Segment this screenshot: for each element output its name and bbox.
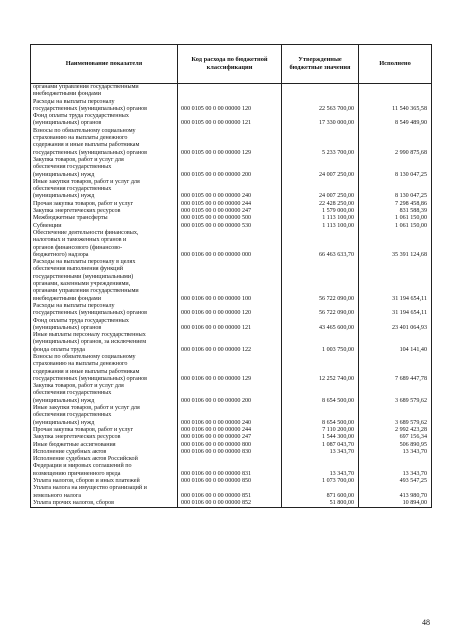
row-approved-cell: 5 233 700,00 [282,128,359,157]
table-row [31,84,432,99]
row-name-cell: Исполнение судебных актов Российской Федерации и мировых соглашений по возмещению причиненного вреда [31,456,178,478]
page-number: 48 [422,618,430,627]
row-executed-cell: 8 549 489,90 [359,113,432,128]
row-code-cell: 000 0106 00 0 00 00000 851 [178,485,282,500]
row-name-cell: Иные закупки товаров, работ и услуг для обеспечения государственных (муниципальных) нужд [31,405,178,427]
row-name-cell: Исполнение судебных актов [31,449,178,456]
row-approved-cell: 56 722 090,00 [282,303,359,318]
row-approved-cell: 22 563 700,00 [282,99,359,114]
header-approved: Утвержденные бюджетные значения [282,45,359,84]
row-code-cell: 000 0106 00 0 00 00000 800 [178,442,282,449]
header-code: Код расхода по бюджетной классификации [178,45,282,84]
row-executed-cell: 13 343,70 [359,449,432,456]
row-code-cell: 000 0106 00 0 00 00000 122 [178,332,282,354]
table-header-row [31,45,432,84]
row-name-cell: Уплата налогов, сборов и иных платежей [31,478,178,485]
row-executed-cell: 1 061 150,00 [359,223,432,230]
row-name-cell: органами управления государственными внебюджетными фондами [31,84,178,99]
row-code-cell: 000 0105 00 0 00 00000 200 [178,157,282,179]
row-approved-cell: 56 722 090,00 [282,259,359,303]
table-row [31,230,432,259]
row-approved-cell: 51 800,00 [282,500,359,508]
row-executed-cell: 31 194 654,11 [359,259,432,303]
row-executed-cell: 31 194 654,11 [359,303,432,318]
table-row [31,456,432,478]
row-approved-cell: 43 465 600,00 [282,318,359,333]
row-approved-cell: 1 113 100,00 [282,223,359,230]
table-row [31,113,432,128]
row-code-cell: 000 0106 00 0 00 00000 129 [178,354,282,383]
table-row [31,427,432,434]
row-code-cell: 000 0106 00 0 00 00000 121 [178,318,282,333]
row-name-cell: Расходы на выплаты персоналу в целях обеспечения выполнения функций государственными (муниципальными) органами, казенными учреждениями, органами управления государственными внебюджетными фондами [31,259,178,303]
row-name-cell: Взносы по обязательному социальному страхованию на выплаты денежного содержания и иные выплаты работникам государственных (муниципальных) органов [31,354,178,383]
row-code-cell: 000 0106 00 0 00 00000 830 [178,449,282,456]
row-code-cell: 000 0106 00 0 00 00000 852 [178,500,282,508]
row-approved-cell: 1 087 043,70 [282,442,359,449]
table-row [31,223,432,230]
row-approved-cell: 8 654 500,00 [282,383,359,405]
row-code-cell: 000 0105 00 0 00 00000 530 [178,223,282,230]
row-code-cell: 000 0106 00 0 00 00000 244 [178,427,282,434]
row-approved-cell: 8 654 500,00 [282,405,359,427]
row-name-cell: Уплата прочих налогов, сборов [31,500,178,508]
table-row [31,201,432,208]
row-code-cell: 000 0105 00 0 00 00000 247 [178,208,282,215]
table-row [31,500,432,508]
header-name: Наименование показателя [31,45,178,84]
row-approved-cell: 24 007 250,00 [282,179,359,201]
row-approved-cell [282,84,359,99]
table-row [31,332,432,354]
row-executed-cell: 831 588,39 [359,208,432,215]
row-executed-cell: 1 061 150,00 [359,215,432,222]
row-name-cell: Взносы по обязательному социальному страхованию на выплаты денежного содержания и иные выплаты работникам государственных (муниципальных) органов [31,128,178,157]
table-row [31,442,432,449]
row-executed-cell: 2 990 875,68 [359,128,432,157]
table-row [31,485,432,500]
row-approved-cell: 1 579 000,00 [282,208,359,215]
table-row [31,179,432,201]
row-name-cell: Расходы на выплаты персоналу государственных (муниципальных) органов [31,99,178,114]
row-code-cell: 000 0105 00 0 00 00000 240 [178,179,282,201]
row-executed-cell: 697 156,34 [359,434,432,441]
row-code-cell: 000 0105 00 0 00 00000 120 [178,99,282,114]
row-code-cell: 000 0105 00 0 00 00000 129 [178,128,282,157]
table-row [31,405,432,427]
row-approved-cell: 1 113 100,00 [282,215,359,222]
row-executed-cell: 413 980,70 [359,485,432,500]
row-approved-cell: 871 600,00 [282,485,359,500]
row-name-cell: Закупка энергетических ресурсов [31,208,178,215]
row-name-cell: Прочая закупка товаров, работ и услуг [31,427,178,434]
row-executed-cell: 3 689 579,62 [359,383,432,405]
table-row [31,157,432,179]
row-executed-cell: 493 547,25 [359,478,432,485]
row-code-cell: 000 0106 00 0 00 00000 100 [178,259,282,303]
row-name-cell: Закупка энергетических ресурсов [31,434,178,441]
row-approved-cell: 22 428 250,00 [282,201,359,208]
row-executed-cell: 2 992 423,28 [359,427,432,434]
table-row [31,354,432,383]
row-executed-cell: 7 298 458,86 [359,201,432,208]
row-executed-cell: 104 141,40 [359,332,432,354]
row-approved-cell: 12 252 740,00 [282,354,359,383]
table-row [31,434,432,441]
row-code-cell: 000 0106 00 0 00 00000 247 [178,434,282,441]
row-executed-cell: 506 890,95 [359,442,432,449]
row-executed-cell: 10 894,00 [359,500,432,508]
row-code-cell: 000 0106 00 0 00 00000 240 [178,405,282,427]
row-name-cell: Фонд оплаты труда государственных (муниципальных) органов [31,318,178,333]
row-executed-cell: 3 689 579,62 [359,405,432,427]
row-code-cell: 000 0105 00 0 00 00000 121 [178,113,282,128]
row-executed-cell: 8 130 047,25 [359,179,432,201]
table-row [31,215,432,222]
table-row [31,259,432,303]
table-row [31,128,432,157]
row-name-cell: Расходы на выплаты персоналу государственных (муниципальных) органов [31,303,178,318]
row-name-cell: Иные бюджетные ассигнования [31,442,178,449]
row-name-cell: Закупка товаров, работ и услуг для обеспечения государственных (муниципальных) нужд [31,383,178,405]
row-name-cell: Закупка товаров, работ и услуг для обеспечения государственных (муниципальных) нужд [31,157,178,179]
row-code-cell: 000 0106 00 0 00 00000 200 [178,383,282,405]
table-row [31,303,432,318]
row-name-cell: Иные закупки товаров, работ и услуг для обеспечения государственных (муниципальных) нужд [31,179,178,201]
row-executed-cell: 8 130 047,25 [359,157,432,179]
row-approved-cell: 66 463 633,70 [282,230,359,259]
row-code-cell [178,84,282,99]
row-name-cell: Уплата налога на имущество организаций и земельного налога [31,485,178,500]
row-code-cell: 000 0105 00 0 00 00000 244 [178,201,282,208]
row-executed-cell: 7 689 447,78 [359,354,432,383]
row-executed-cell [359,84,432,99]
row-code-cell: 000 0106 00 0 00 00000 000 [178,230,282,259]
row-approved-cell: 1 003 750,00 [282,332,359,354]
header-executed: Исполнено [359,45,432,84]
row-name-cell: Обеспечение деятельности финансовых, налоговых и таможенных органов и органов финансового (финансово- бюджетного) надзора [31,230,178,259]
row-code-cell: 000 0106 00 0 00 00000 120 [178,303,282,318]
row-code-cell: 000 0106 00 0 00 00000 831 [178,456,282,478]
row-name-cell: Фонд оплаты труда государственных (муниципальных) органов [31,113,178,128]
row-approved-cell: 13 343,70 [282,449,359,456]
row-executed-cell: 23 401 064,93 [359,318,432,333]
row-code-cell: 000 0106 00 0 00 00000 850 [178,478,282,485]
row-approved-cell: 7 110 200,00 [282,427,359,434]
row-executed-cell: 11 540 365,58 [359,99,432,114]
table-body [31,84,432,508]
row-executed-cell: 13 343,70 [359,456,432,478]
row-name-cell: Межбюджетные трансферты [31,215,178,222]
table-row [31,383,432,405]
row-code-cell: 000 0105 00 0 00 00000 500 [178,215,282,222]
row-approved-cell: 1 544 300,00 [282,434,359,441]
table-row [31,318,432,333]
budget-execution-table-sheet [30,44,431,508]
row-name-cell: Прочая закупка товаров, работ и услуг [31,201,178,208]
row-approved-cell: 24 007 250,00 [282,157,359,179]
table-row [31,99,432,114]
row-name-cell: Субвенции [31,223,178,230]
budget-execution-table [30,44,432,508]
row-approved-cell: 17 330 000,00 [282,113,359,128]
row-approved-cell: 13 343,70 [282,456,359,478]
row-approved-cell: 1 073 700,00 [282,478,359,485]
row-executed-cell: 35 391 124,68 [359,230,432,259]
row-name-cell: Иные выплаты персоналу государственных (муниципальных) органов, за исключением фонда оплаты труда [31,332,178,354]
